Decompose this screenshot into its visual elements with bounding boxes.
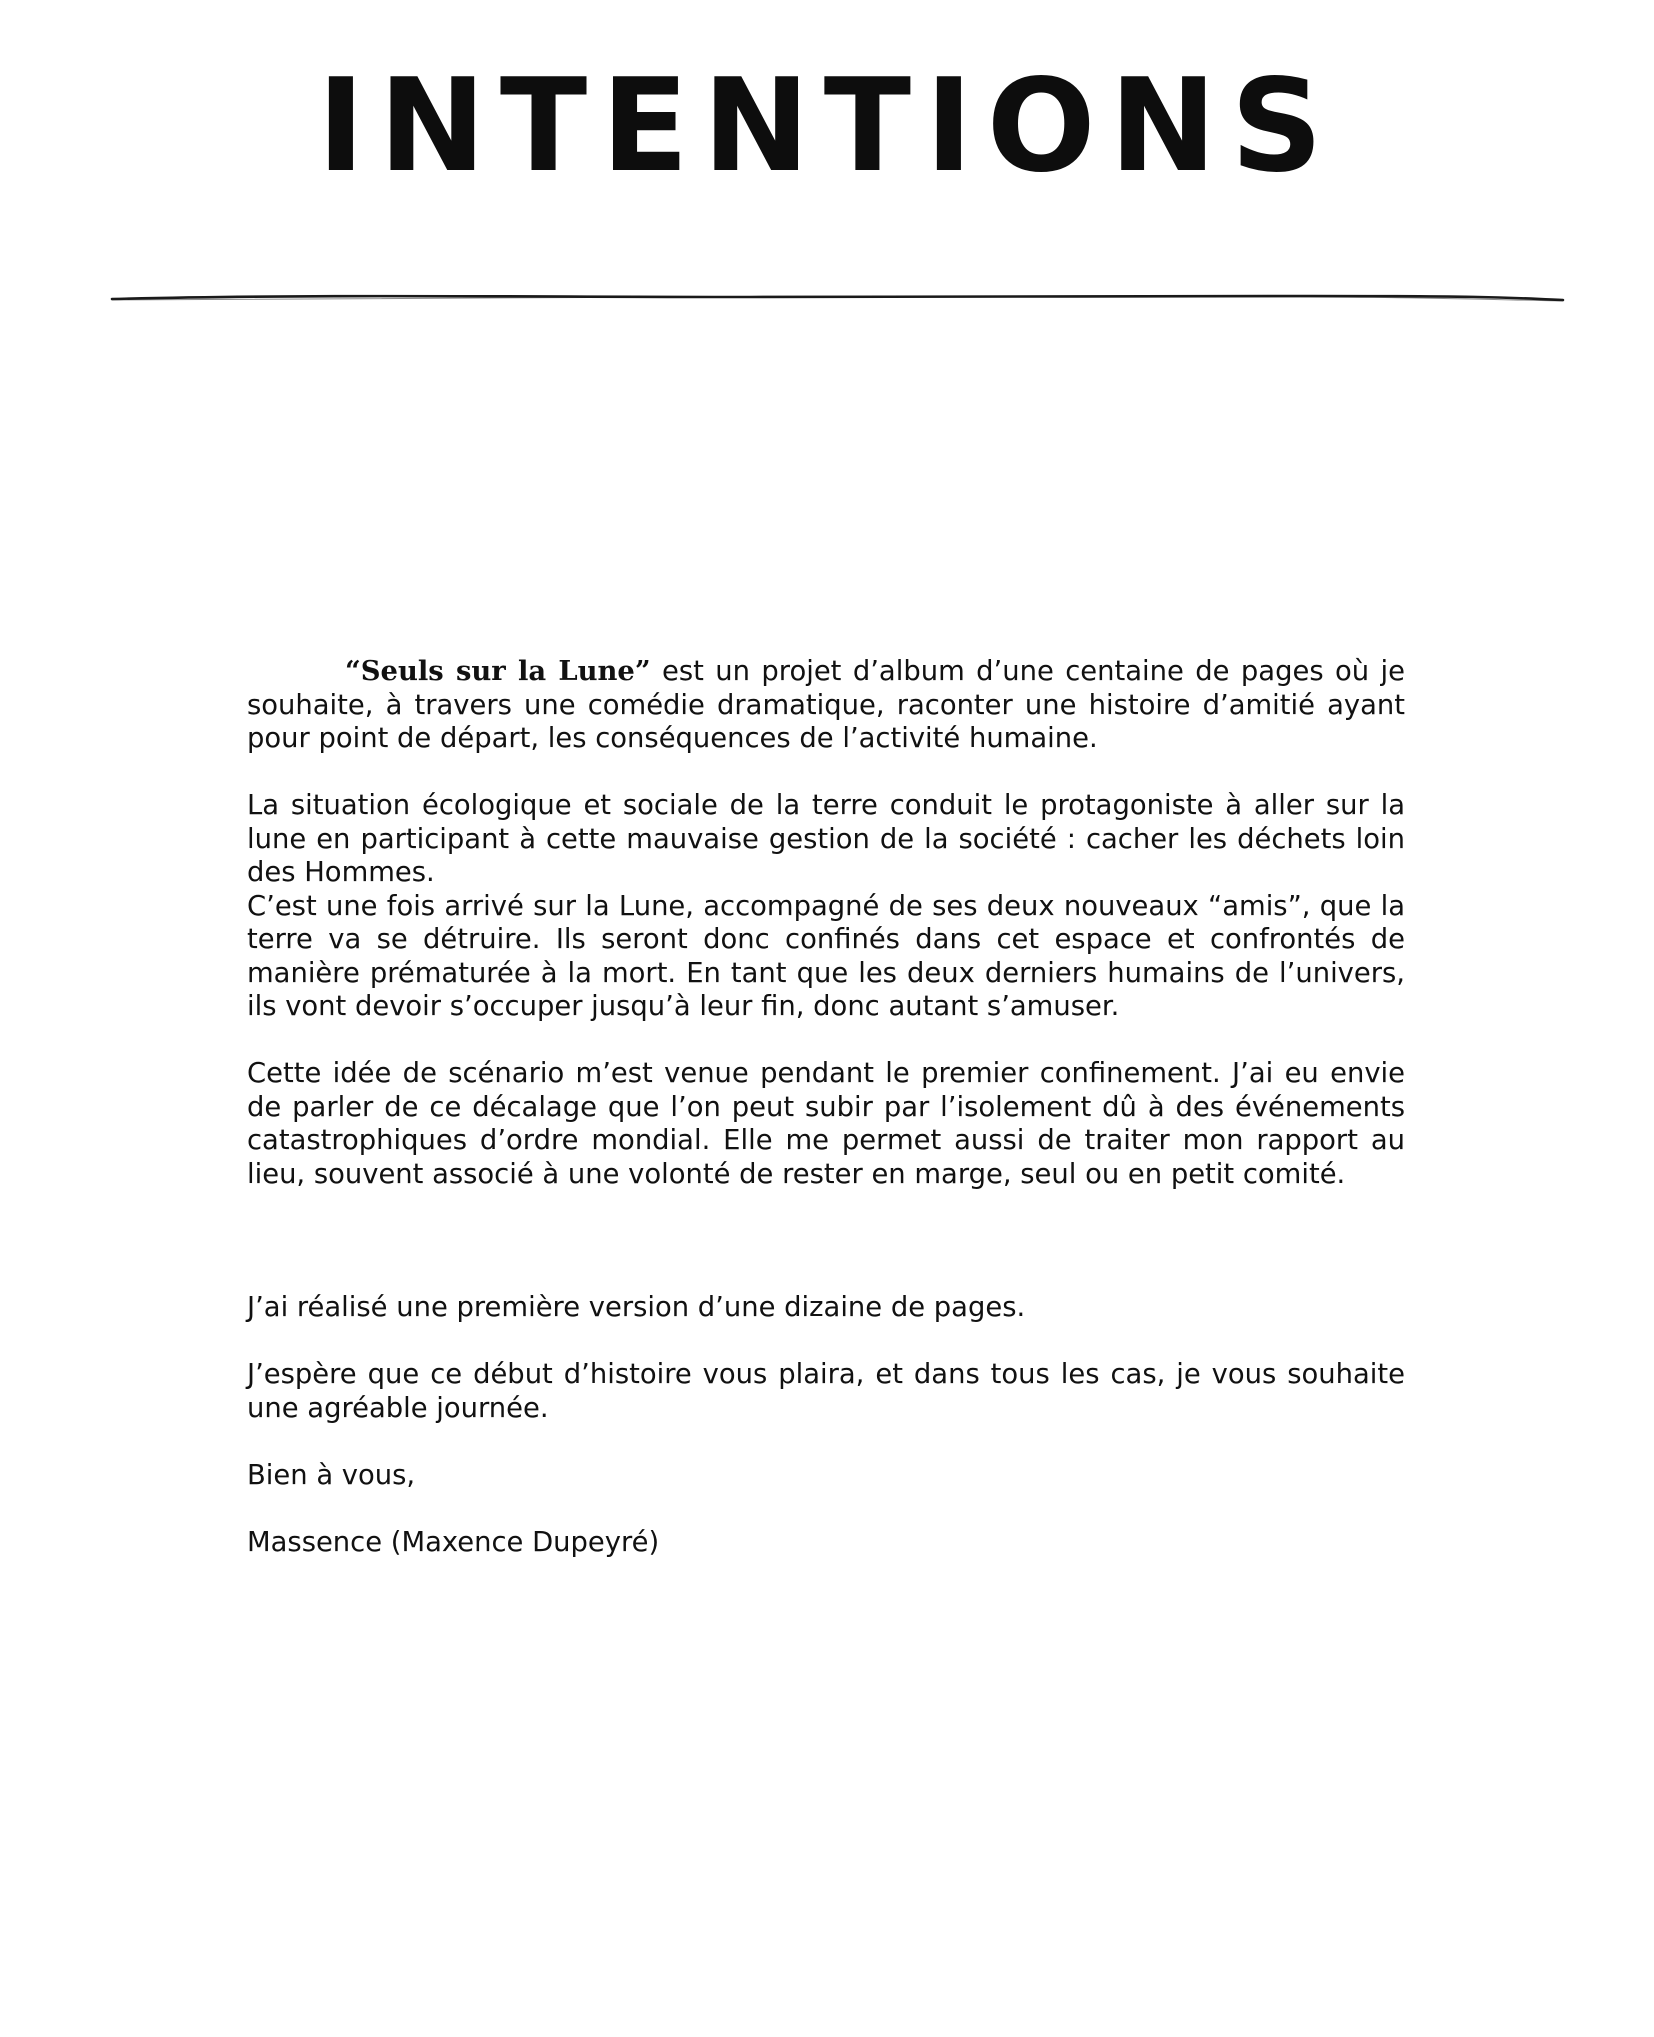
- paragraph-spacer: [247, 1492, 1405, 1526]
- paragraph-spacer: [247, 756, 1405, 790]
- signature: Massence (Maxence Dupeyré): [247, 1526, 660, 1558]
- paragraph-inspiration: Cette idée de scénario m’est venue pendant le premier confinement. J’ai eu envie de parler de ce décalage que l’on peut subir par l’isolement dû à des événements catastrophiques d’ordre mondial. Elle me permet aussi de traiter mon rapport au lieu, souvent associé à une volonté de rester en marge, seul ou en petit comité.: [247, 1058, 1405, 1190]
- page-title: INTENTIONS: [317, 52, 1337, 201]
- paragraph-spacer: [247, 1024, 1405, 1058]
- paragraph-spacer: [247, 1325, 1405, 1359]
- letter-body: [247, 655, 1405, 1559]
- album-title: “Seuls sur la Lune”: [345, 655, 651, 687]
- section-spacer: [247, 1191, 1405, 1291]
- paragraph-wishes: J’espère que ce début d’histoire vous plaira, et dans tous les cas, je vous souhaite une agréable journée.: [247, 1359, 1405, 1424]
- paragraph-plot: C’est une fois arrivé sur la Lune, accompagné de ses deux nouveaux “amis”, que la terre va se détruire. Ils seront donc confinés dans cet espace et confrontés de manière prématurée à la mort. En tant que les deux derniers humains de l’univers, ils vont devoir s’occuper jusqu’à leur fin, donc autant s’amuser.: [247, 890, 1405, 1022]
- paragraph-first-version: J’ai réalisé une première version d’une dizaine de pages.: [247, 1292, 1026, 1323]
- closing-salutation: Bien à vous,: [247, 1459, 416, 1491]
- title-divider-line: [110, 285, 1565, 309]
- paragraph-intro: [247, 655, 1405, 756]
- paragraph-intro-text: est un projet d’album d’une centaine de pages où je souhaite, à travers une comédie dramatique, raconter une histoire d’amitié ayant pour point de départ, les conséquences de l’activité humaine.: [247, 656, 1405, 754]
- paragraph-situation: La situation écologique et sociale de la terre conduit le protagoniste à aller sur la lune en participant à cette mauvaise gestion de la société : cacher les déchets loin des Hommes.: [247, 790, 1405, 888]
- paragraph-spacer: [247, 1425, 1405, 1459]
